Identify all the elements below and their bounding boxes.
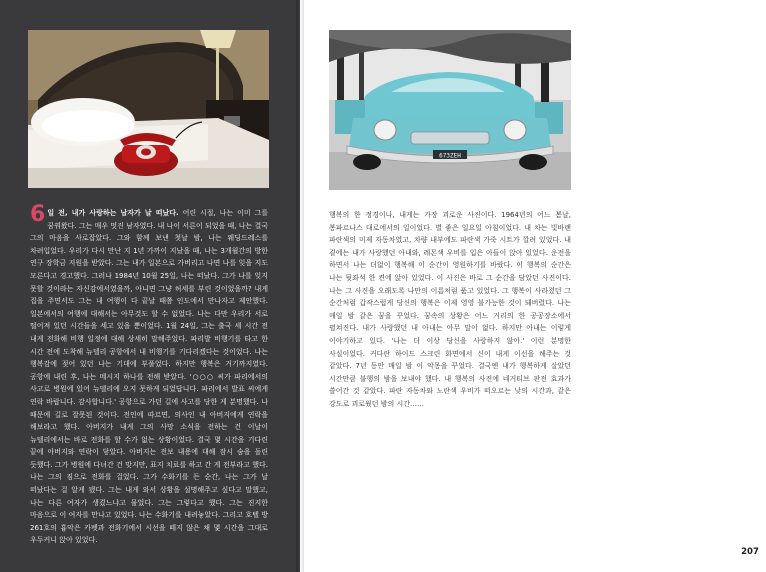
vintage-car-image <box>329 30 571 190</box>
left-body-text <box>30 202 269 547</box>
left-paragraph: 어린 시절, 나는 이미 그를 꿈꿔왔다. 그는 매우 멋진 남자였다. 내 나이 서른이 되었을 때, 나는 결국 그의 마음을 사로잡았다. 그와 함께 보낸 첫날 밤, 나는 웨딩드레스를 차려입었다. 우리가 다시 만난 지 1년 가까이 지났을 때, 나는 3개월간의 방한 연구 장학금 지원을 받았다. 그는 내가 일본으로 가버리고 나면 나를 잊을 지도 모른다고 경고했다. 그러나 1984년 10월 25일, 나는 떠났다. 그가 나를 잊지 못할 것이라는 자신감에서였을까, 아니면 그냥 허세를 부린 것이었을까? 내게 집을 주면서도 그는 내 여행이 다 끝날 때쯤 인도에서 만나자고 제안했다. 일본에서의 여행에 대해서는 아무것도 할 수 없었다. 나는 다만 우리가 서로 떨어져 있던 시간들을 세고 있을 뿐이었다. 1월 24일, 그는 출국 세 시간 전 내게 전화해 비행 일정에 대해 상세히 말해주었다. 파리발 비행기를 타고 한 시간 전에 도착해 뉴델리 공항에서 내 비행기를 기다리겠다는 것이었다. 나는 행복감에 젖어 있던 나는 기대에 부풀었다. 하지만 행복은 거기까지였다. 공항에 내린 후, 나는 메시지 하나를 전해 받았다. '○○○ 씨가 파리에서의 사고로 병원에 있어 뉴델리에 오지 못하게 되었답니다. 파리에서 발표 씨에게 연락 바랍니다. 감사합니다.' 공항으로 가던 길에 사고를 당한 게 분명했다. 나 때문에 길로 잘못된 것이다. 전인에 따르면, 의사인 내 아버지에게 연락을 해보라고 했다. 아버지가 내게 그의 사망 소식을 전하는 건 이날이 뉴델리에서는 바로 전화를 할 수가 없는 상황이었다. 결국 몇 시간을 기다린 끝에 아버지와 연락이 닿았다. 아버지는 전보 내용에 대해 잠시 숨을 돌린 듯했다. 그가 병원에 다녀간 건 맞지만, 표지 치료를 하고 간 게 전부라고 했다. 나는 그의 짐으로 전화를 걸었다. 그가 수화기를 든 순간, 나는 그가 날 떠났다는 걸 알게 됐다. 그는 내게 와서 상황을 설명해주고 싶다고 말했고, 나는 다른 여자가 생겼느냐고 물었다. 그는 그렇다고 했다. 그는 진지한 마음으로 이 여자를 만나고 있었다. 나는 수화기를 내려놓았다. 그리고 호텔 방 261호의 흉악은 카펫과 전화기에서 시선을 떼지 않은 채 몇 시간을 그대로 우두커니 앉아 있었다. <box>30 209 269 545</box>
license-plate: 673ZEH <box>439 152 461 160</box>
page-number: 207 <box>741 547 759 557</box>
bedroom-telephone-image <box>28 30 269 188</box>
right-paragraph: 행복의 한 정경이나, 내게는 가장 괴로운 사진이다. 1964년의 어느 봄날, 봉파르나스 대로에서의 일이었다. 별 좋은 일요일 아침이었다. 내 차는 빛바랜 파란색의 미제 자동차였고, 차량 내부에도 파란색 가죽 시트가 깔려 있었다. 내 곁에는 내가 사랑했던 아내와, 레몬색 우비를 입은 아들이 앉아 있었다. 운전을 하면서 나는 더없이 행복해 이 순간이 영원하기를 바랐다. 이 행복의 순간은 나는 뒷좌석 한 켠에 앉아 있었다. 이 사진은 바로 그 순간을 담았던 사진이다. 나는 그 사진을 오래도록 나만의 이름처럼 품고 있었다. 그 행복이 사라졌던 그 순간처럼 갑작스럽게 당신의 행복은 이제 영영 불가능한 것이 돼버렸다. 나는 매일 밤 같은 꿈을 꾸었다. 꿈속의 상황은 어느 거리의 한 공공장소에서 펼쳐진다. 내가 사랑했던 내 아내는 아무 말이 없다. 하지만 아내는 이렇게 이야기하고 있다. '나는 더 이상 당신을 사랑하지 않아.' 이런 분명한 사실이었다. 커다란 하이드 스크린 화면에서 신이 내게 이선을 해주는 것 같았다. 7년 동안 매일 밤 이 악몽을 꾸었다. 결국엔 내가 행복하게 살았던 시간만큼 불행의 밤을 보내야 했다. 내 행복의 사진에 네거티브 판전 효과가 쓸어간 것 같았다. 파란 자동차와 노란색 우비가 떠오르는 낮의 시간과, 같은 강도로 괴로웠던 밤의 시간…… <box>329 211 571 408</box>
book-gutter <box>296 0 304 572</box>
dropcap: 6 <box>30 202 46 227</box>
lead-sentence: 일 전, 내가 사랑하는 남자가 날 떠났다. <box>47 209 179 217</box>
bedroom-telephone-photo <box>28 30 269 188</box>
left-page <box>0 0 300 572</box>
vintage-car-photo <box>329 30 571 190</box>
right-body-text <box>329 209 571 411</box>
